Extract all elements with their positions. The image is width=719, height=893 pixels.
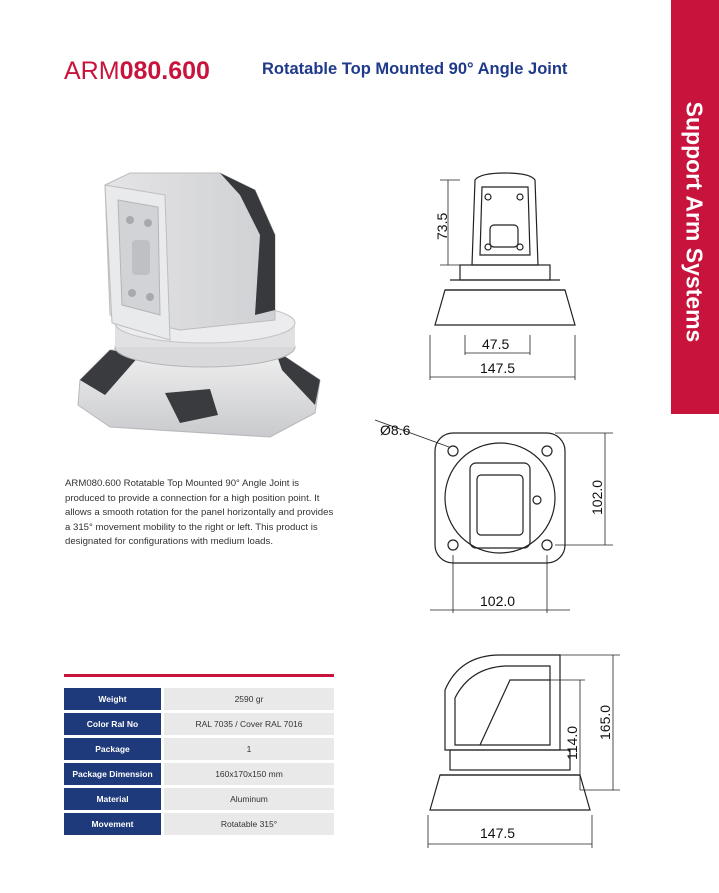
- table-row: [64, 813, 334, 835]
- table-row: [64, 738, 334, 760]
- dim-side-height: 165.0: [597, 704, 613, 740]
- spec-value: 2590 gr: [161, 688, 334, 710]
- table-row: [64, 688, 334, 710]
- side-tab-label: Support Arm Systems: [681, 101, 708, 343]
- product-code-number: 080.600: [119, 57, 210, 85]
- product-code-prefix: ARM: [64, 57, 120, 85]
- dim-front-inner-width: 47.5: [482, 336, 510, 352]
- dim-front-width: 147.5: [480, 360, 516, 376]
- divider: [64, 674, 334, 677]
- dim-top-height: 102.0: [589, 479, 605, 515]
- table-row: [64, 763, 334, 785]
- spec-value: Aluminum: [161, 788, 334, 810]
- dim-side-width: 147.5: [480, 825, 516, 841]
- spec-key: Color Ral No: [64, 713, 161, 735]
- dim-top-width: 102.0: [480, 593, 516, 609]
- product-image: [70, 165, 330, 445]
- spec-value: Rotatable 315°: [161, 813, 334, 835]
- product-code: [64, 58, 210, 84]
- spec-table: [64, 685, 334, 838]
- spec-key: Movement: [64, 813, 161, 835]
- spec-key: Material: [64, 788, 161, 810]
- top-view-drawing: [365, 415, 615, 615]
- spec-value: 1: [161, 738, 334, 760]
- spec-value: 160x170x150 mm: [161, 763, 334, 785]
- dim-front-height: 73.5: [434, 212, 450, 240]
- side-view-drawing: [420, 650, 620, 850]
- table-row: [64, 713, 334, 735]
- spec-key: Package: [64, 738, 161, 760]
- dim-side-inner-height: 114.0: [564, 726, 580, 760]
- spec-value: RAL 7035 / Cover RAL 7016: [161, 713, 334, 735]
- dim-top-diameter: Ø8.6: [380, 422, 411, 438]
- product-subtitle: Rotatable Top Mounted 90° Angle Joint: [262, 60, 568, 78]
- table-row: [64, 788, 334, 810]
- product-description: ARM080.600 Rotatable Top Mounted 90° Angle Joint is produced to provide a connection for a high position point. It allows a smooth rotation for the panel horizontally and provides a 315° movement mobility to the right or left. This product is designated for configurations with medium loads.: [65, 478, 334, 547]
- spec-key: Weight: [64, 688, 161, 710]
- front-view-drawing: [420, 165, 590, 385]
- spec-key: Package Dimension: [64, 763, 161, 785]
